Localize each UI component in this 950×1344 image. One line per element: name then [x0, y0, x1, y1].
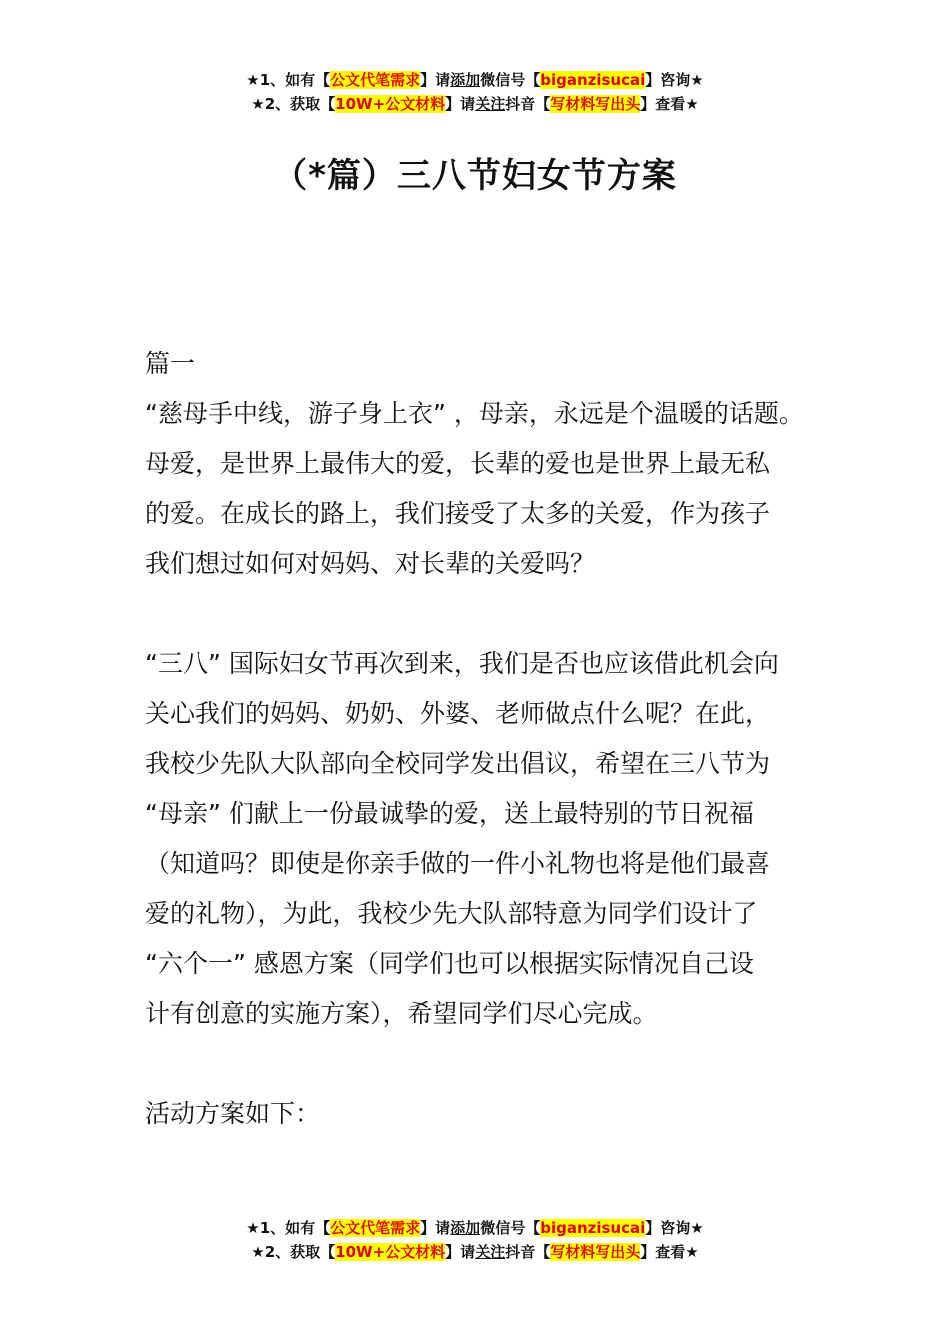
- star-icon: ★: [246, 71, 260, 89]
- star-icon: ★: [251, 1243, 265, 1261]
- paragraph-1-line: 母爱，是世界上最伟大的爱，长辈的爱也是世界上最无私: [145, 449, 771, 478]
- footer-banner: [0, 1216, 950, 1264]
- star-icon: ★: [685, 95, 699, 113]
- star-icon: ★: [690, 1219, 704, 1237]
- star-icon: ★: [246, 1219, 260, 1237]
- highlight-materials: 10W+公文材料: [335, 1243, 446, 1261]
- highlight-service: 公文代笔需求: [330, 1219, 421, 1237]
- highlight-douyin: 写材料写出头: [550, 95, 641, 113]
- document-body: [145, 339, 835, 1139]
- highlight-wechat-id: biganzisucai: [540, 1219, 646, 1237]
- star-icon: ★: [251, 95, 265, 113]
- highlight-douyin: 写材料写出头: [550, 1243, 641, 1261]
- paragraph-2-line: “六个一” 感恩方案（同学们也可以根据实际情况自己设: [145, 949, 754, 978]
- banner-line-1: ★1、如有【公文代笔需求】请添加微信号【biganzisucai】咨询★: [246, 1219, 704, 1237]
- paragraph-2-line: 计有创意的实施方案），希望同学们尽心完成。: [145, 999, 658, 1028]
- header-banner: [0, 68, 950, 116]
- paragraph-2-line: 我校少先队大队部向全校同学发出倡议，希望在三八节为: [145, 749, 771, 778]
- paragraph-3: 活动方案如下：: [145, 1099, 321, 1128]
- paragraph-2-line: 爱的礼物），为此，我校少先大队部特意为同学们设计了: [145, 899, 758, 928]
- star-icon: ★: [685, 1243, 699, 1261]
- banner-line-1: ★1、如有【公文代笔需求】请添加微信号【biganzisucai】咨询★: [246, 71, 704, 89]
- paragraph-1-line: 我们想过如何对妈妈、对长辈的关爱吗？: [145, 549, 596, 578]
- star-icon: ★: [690, 71, 704, 89]
- page-title: （*篇）三八节妇女节方案: [273, 156, 677, 196]
- highlight-wechat-id: biganzisucai: [540, 71, 646, 89]
- highlight-materials: 10W+公文材料: [335, 95, 446, 113]
- highlight-service: 公文代笔需求: [330, 71, 421, 89]
- paragraph-2-line: “母亲” 们献上一份最诚挚的爱，送上最特别的节日祝福: [145, 799, 754, 828]
- section-label: 篇一: [145, 349, 196, 378]
- banner-line-2: ★2、获取【10W+公文材料】请关注抖音【写材料写出头】查看★: [251, 1243, 699, 1261]
- paragraph-2-line: “三八” 国际妇女节再次到来，我们是否也应该借此机会向: [145, 649, 779, 678]
- paragraph-1-line: “慈母手中线，游子身上衣” ，母亲，永远是个温暖的话题。: [145, 399, 804, 428]
- paragraph-2-line: 关心我们的妈妈、奶奶、外婆、老师做点什么呢？在此，: [145, 699, 771, 728]
- paragraph-gap: [145, 589, 835, 639]
- banner-line-2: ★2、获取【10W+公文材料】请关注抖音【写材料写出头】查看★: [251, 95, 699, 113]
- paragraph-2-line: （知道吗？即使是你亲手做的一件小礼物也将是他们最喜: [145, 849, 771, 878]
- paragraph-gap: [145, 1039, 835, 1089]
- paragraph-1-line: 的爱。在成长的路上，我们接受了太多的关爱，作为孩子: [145, 499, 771, 528]
